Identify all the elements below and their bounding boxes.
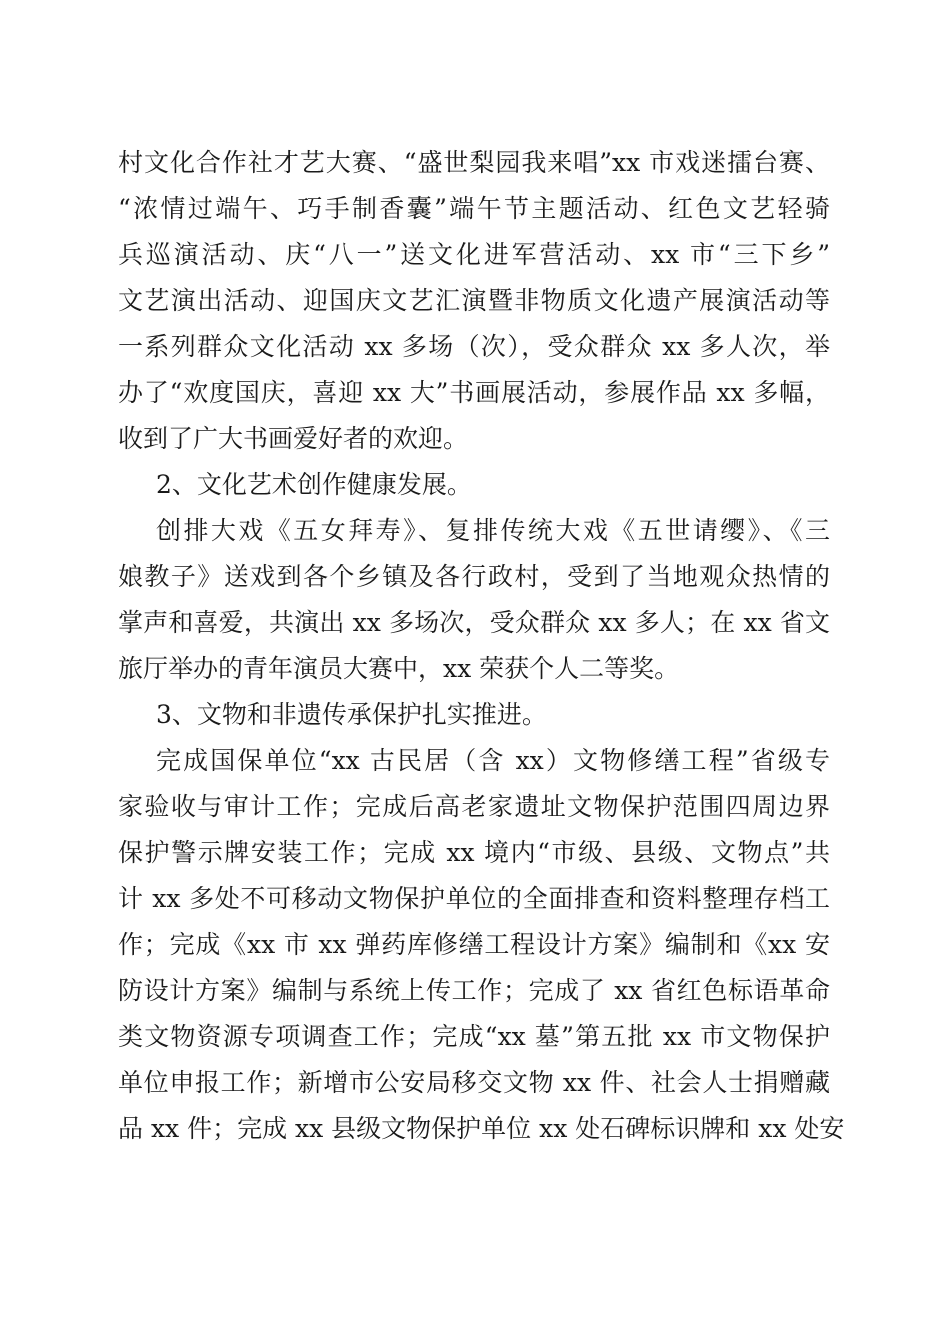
text-line: 防设计方案》编制与系统上传工作；完成了 xx 省红色标语革命 [118, 976, 830, 1005]
text-line: 家验收与审计工作；完成后高老家遗址文物保护范围四周边界 [118, 792, 830, 821]
text-line: 娘教子》送戏到各个乡镇及各行政村，受到了当地观众热情的 [118, 562, 830, 591]
paragraph-creation [118, 508, 830, 692]
text-line: 保护警示牌安装工作；完成 xx 境内“市级、县级、文物点”共 [118, 838, 830, 867]
section-heading-3: 3、文物和非遗传承保护扎实推进。 [156, 700, 547, 729]
text-line: 一系列群众文化活动 xx 多场（次），受众群众 xx 多人次，举 [118, 332, 830, 361]
text-line: “浓情过端午、巧手制香囊”端午节主题活动、红色文艺轻骑 [118, 194, 830, 223]
text-line: 品 xx 件；完成 xx 县级文物保护单位 xx 处石碑标识牌和 xx 处安 [118, 1114, 845, 1143]
text-line: 掌声和喜爱，共演出 xx 多场次，受众群众 xx 多人；在 xx 省文 [118, 608, 830, 637]
text-line: 单位申报工作；新增市公安局移交文物 xx 件、社会人士捐赠藏 [118, 1068, 830, 1097]
text-line: 计 xx 多处不可移动文物保护单位的全面排查和资料整理存档工 [118, 884, 830, 913]
text-line: 完成国保单位“xx 古民居（含 xx）文物修缮工程”省级专 [156, 746, 830, 775]
section-heading-2: 2、文化艺术创作健康发展。 [156, 470, 472, 499]
text-line: 文艺演出活动、迎国庆文艺汇演暨非物质文化遗产展演活动等 [118, 286, 830, 315]
text-line: 办了“欢度国庆，喜迎 xx 大”书画展活动，参展作品 xx 多幅， [118, 378, 830, 407]
text-line: 旅厅举办的青年演员大赛中，xx 荣获个人二等奖。 [118, 654, 680, 683]
text-line: 收到了广大书画爱好者的欢迎。 [118, 424, 469, 453]
text-line: 类文物资源专项调查工作；完成“xx 墓”第五批 xx 市文物保护 [118, 1022, 830, 1051]
text-line: 村文化合作社才艺大赛、“盛世梨园我来唱”xx 市戏迷擂台赛、 [118, 148, 830, 177]
document-body [118, 140, 845, 1152]
paragraph-activities [118, 140, 830, 462]
paragraph-heritage [118, 738, 845, 1152]
text-line: 兵巡演活动、庆“八一”送文化进军营活动、xx 市“三下乡” [118, 240, 830, 269]
text-line: 作；完成《xx 市 xx 弹药库修缮工程设计方案》编制和《xx 安 [118, 930, 830, 959]
text-line: 创排大戏《五女拜寿》、复排传统大戏《五世请缨》、《三 [156, 516, 830, 545]
